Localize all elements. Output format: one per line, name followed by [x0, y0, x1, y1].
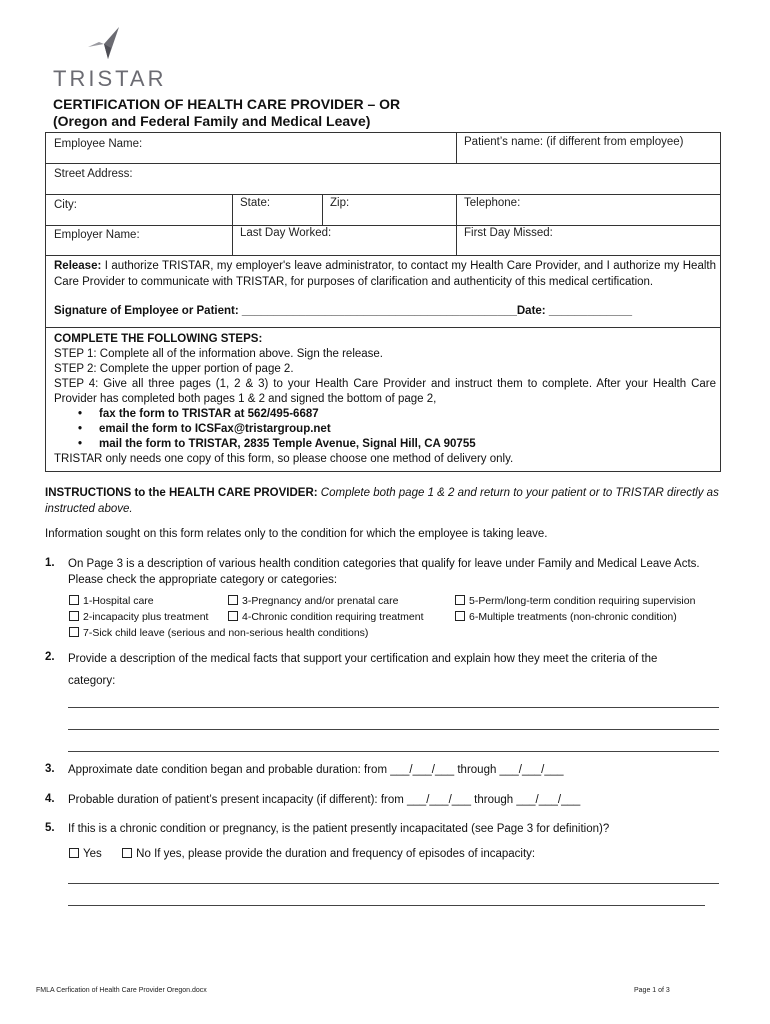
footer-filename: FMLA Cerfication of Health Care Provider Oregon.docx	[36, 987, 207, 994]
information-note: Information sought on this form relates only to the condition for which the employee is taking leave.	[45, 528, 548, 540]
step-2: STEP 2: Complete the upper portion of page 2.	[54, 363, 294, 375]
street-address-field[interactable]: Street Address:	[54, 168, 133, 180]
checkbox-icon[interactable]	[228, 611, 238, 621]
employer-name-field[interactable]: Employer Name:	[54, 229, 140, 241]
steps-heading: COMPLETE THE FOLLOWING STEPS:	[54, 333, 263, 345]
first-day-missed-field[interactable]: First Day Missed:	[464, 227, 553, 239]
question-5-answer-row	[69, 846, 535, 862]
question-3-number: 3.	[45, 763, 55, 775]
question-1-number: 1.	[45, 557, 55, 569]
checkbox-icon[interactable]	[69, 595, 79, 605]
question-5-number: 5.	[45, 822, 55, 834]
option-pregnancy[interactable]: 3-Pregnancy and/or prenatal care	[228, 595, 398, 607]
answer-line[interactable]	[68, 905, 705, 906]
answer-line[interactable]	[68, 729, 719, 730]
answer-line[interactable]	[68, 751, 719, 752]
tristar-logo-text: TRISTAR	[53, 66, 167, 91]
delivery-fax: • fax the form to TRISTAR at 562/495-6687	[54, 407, 716, 422]
step-1: STEP 1: Complete all of the information above. Sign the release.	[54, 348, 384, 360]
option-chronic-condition[interactable]: 4-Chronic condition requiring treatment	[228, 611, 424, 623]
question-4-text[interactable]: Probable duration of patient’s present incapacity (if different): from ___/___/___ through ___/___/___	[68, 794, 581, 806]
document-title: CERTIFICATION OF HEALTH CARE PROVIDER – OR	[53, 96, 401, 112]
checkbox-icon[interactable]	[69, 627, 79, 637]
checkbox-icon[interactable]	[69, 848, 79, 858]
last-day-worked-field[interactable]: Last Day Worked:	[240, 227, 332, 239]
step-4: STEP 4: Give all three pages (1, 2 & 3) to your Health Care Provider and instruct them to complete. After your Health Care Provider has completed both pages 1 & 2 and signed the bottom of page 2,	[54, 378, 716, 405]
steps-section	[54, 332, 716, 467]
document-subtitle: (Oregon and Federal Family and Medical Leave)	[53, 113, 371, 129]
option-perm-long-term[interactable]: 5-Perm/long-term condition requiring supervision	[455, 595, 695, 607]
patient-name-field[interactable]: Patient’s name: (if different from employee)	[464, 136, 684, 148]
question-2-text: Provide a description of the medical facts that support your certification and explain how they meet the criteria of the	[68, 653, 658, 665]
option-sick-child-leave[interactable]: 7-Sick child leave (serious and non-serious health conditions)	[69, 627, 368, 639]
question-1-text: On Page 3 is a description of various health condition categories that qualify for leave under Family and Medical Leave Acts. Please check the appropriate category or categories:	[68, 558, 700, 586]
answer-line[interactable]	[68, 883, 719, 884]
release-text: I authorize TRISTAR, my employer's leave administrator, to contact my Health Care Provider, and I authorize my Health Care Provider to communicate with TRISTAR, for purposes of clarification and authenticity of this medical certification.	[54, 260, 716, 288]
instructions-text: Complete both page 1 & 2 and return to your patient or to TRISTAR directly as instructed above.	[45, 487, 719, 515]
question-2-text-cont: category:	[68, 675, 116, 687]
delivery-email: • email the form to ICSFax@tristargroup.net	[54, 422, 716, 437]
question-3-text[interactable]: Approximate date condition began and probable duration: from ___/___/___ through ___/___/___	[68, 764, 564, 776]
delivery-mail: • mail the form to TRISTAR, 2835 Temple Avenue, Signal Hill, CA 90755	[54, 437, 716, 452]
option-incapacity-treatment[interactable]: 2-incapacity plus treatment	[69, 611, 208, 623]
release-statement	[54, 259, 716, 290]
employee-name-field[interactable]: Employee Name:	[54, 138, 143, 150]
tristar-logo-icon	[86, 26, 126, 66]
option-multiple-treatments[interactable]: 6-Multiple treatments (non-chronic condition)	[455, 611, 677, 623]
zip-field[interactable]: Zip:	[330, 197, 350, 209]
telephone-field[interactable]: Telephone:	[464, 197, 521, 209]
yes-option[interactable]: Yes	[69, 848, 102, 860]
delivery-methods-list	[54, 407, 716, 452]
state-field[interactable]: State:	[240, 197, 271, 209]
question-5-text: If this is a chronic condition or pregnancy, is the patient presently incapacitated (see Page 3 for definition)?	[68, 823, 610, 835]
checkbox-icon[interactable]	[69, 611, 79, 621]
question-2-number: 2.	[45, 651, 55, 663]
instructions-heading: INSTRUCTIONS to the HEALTH CARE PROVIDER:	[45, 487, 318, 499]
employee-form-box	[45, 132, 721, 472]
release-heading: Release:	[54, 260, 102, 272]
no-option[interactable]: No	[122, 848, 151, 860]
answer-line[interactable]	[68, 707, 719, 708]
checkbox-icon[interactable]	[122, 848, 132, 858]
signature-date-line[interactable]: Signature of Employee or Patient: ___________________________________________Date: _____________	[54, 305, 632, 317]
steps-footer-note: TRISTAR only needs one copy of this form, so please choose one method of delivery only.	[54, 453, 514, 465]
checkbox-icon[interactable]	[455, 595, 465, 605]
city-field[interactable]: City:	[54, 199, 77, 211]
option-hospital-care[interactable]: 1-Hospital care	[69, 595, 154, 607]
question-5-followup: If yes, please provide the duration and frequency of episodes of incapacity:	[154, 848, 536, 860]
footer-page-number: Page 1 of 3	[634, 987, 670, 994]
checkbox-icon[interactable]	[228, 595, 238, 605]
provider-instructions	[45, 486, 725, 517]
checkbox-icon[interactable]	[455, 611, 465, 621]
question-4-number: 4.	[45, 793, 55, 805]
